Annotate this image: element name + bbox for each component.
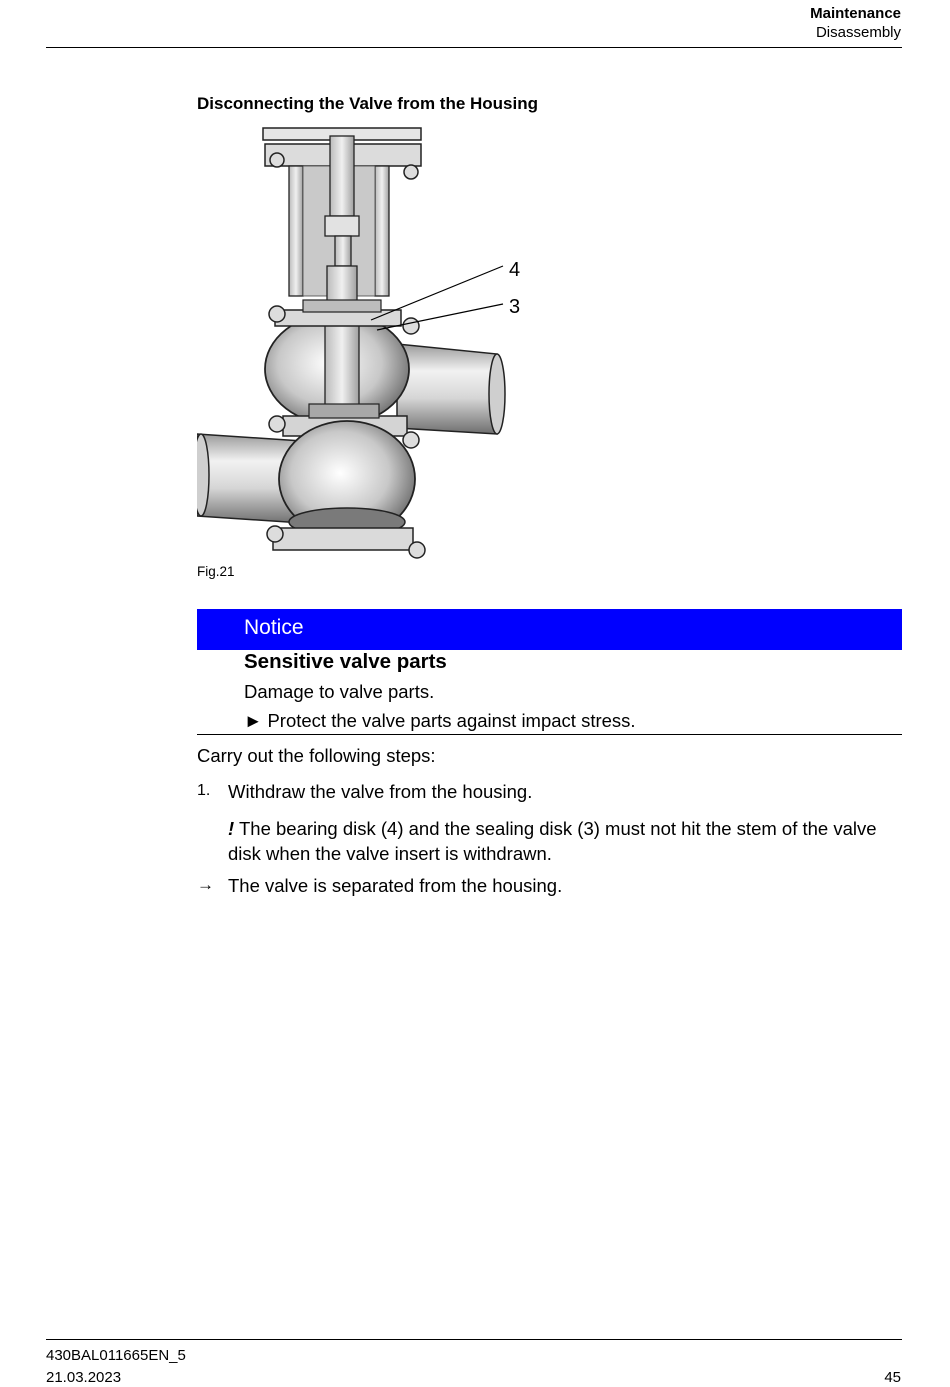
header-divider <box>46 47 902 48</box>
notice-banner <box>197 609 902 650</box>
footer-date: 21.03.2023 <box>46 1369 122 1386</box>
warning-text: The bearing disk (4) and the sealing disk (3) must not hit the stem of the valve disk when the valve insert is withdrawn. <box>228 818 877 864</box>
result-text: The valve is separated from the housing. <box>228 875 563 896</box>
header-section-title: Disassembly <box>815 24 901 41</box>
notice-heading: Sensitive valve parts <box>244 650 447 673</box>
notice-action: ► Protect the valve parts against impact stress. <box>244 710 636 731</box>
callout-4: 4 <box>509 259 521 281</box>
step-warning <box>228 816 888 866</box>
step-number: 1. <box>197 782 211 799</box>
section-title: Disconnecting the Valve from the Housing <box>197 94 538 113</box>
result-arrow-icon: → <box>197 875 214 894</box>
footer-document-id: 430BAL011665EN_5 <box>46 1347 186 1364</box>
notice-divider <box>197 734 902 735</box>
valve-illustration <box>197 124 537 564</box>
page-number: 45 <box>884 1369 901 1386</box>
footer-divider <box>46 1339 902 1340</box>
callout-3: 3 <box>509 296 521 318</box>
header-chapter-title: Maintenance <box>810 5 901 22</box>
figure-caption: Fig.21 <box>197 564 235 579</box>
valve-cross-section-figure <box>197 124 537 564</box>
notice-text: Damage to valve parts. <box>244 681 435 702</box>
notice-label: Notice <box>244 616 304 639</box>
step-text: Withdraw the valve from the housing. <box>228 781 533 802</box>
warning-mark: ! <box>228 818 235 839</box>
procedure-intro: Carry out the following steps: <box>197 745 436 766</box>
